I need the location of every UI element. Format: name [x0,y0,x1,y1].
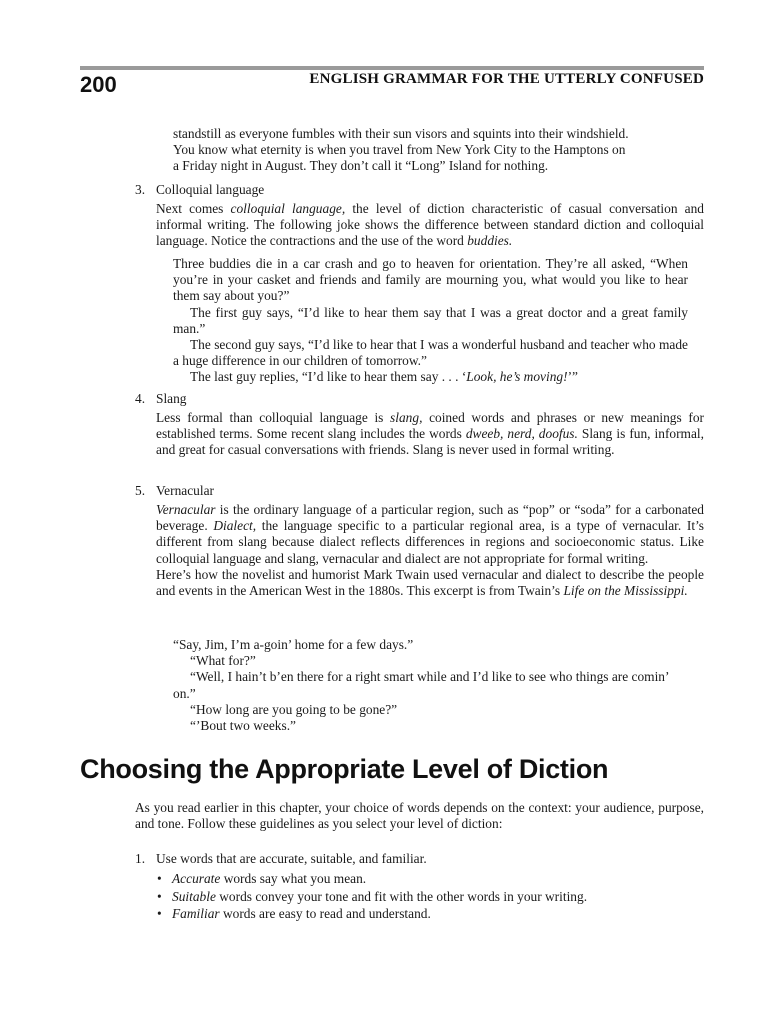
emphasis: Accurate [172,871,221,886]
item3-intro [156,201,704,250]
running-head: ENGLISH GRAMMAR FOR THE UTTERLY CONFUSED [309,71,704,87]
continued-quote [173,126,688,175]
joke-paragraph: The second guy says, “I’d like to hear that I was a wonderful husband and teacher who made a huge difference in our children of tomorrow.” [173,337,688,369]
section-heading: Choosing the Appropriate Level of Diction [80,754,609,784]
quote-line: “Well, I hain’t b’en there for a right smart while and I’d like to see who things are comin’ on.” [173,669,669,701]
text: is the ordinary language of a particular region, such as “pop” or “soda” for a carbonated beverage. [156,502,704,534]
joke-paragraph [173,369,688,385]
emphasis: Suitable [172,888,216,904]
item5-text [156,502,704,599]
emphasis: dweeb, nerd, doofus. [465,426,578,442]
text: Here’s how the novelist and humorist Mark Twain used vernacular and dialect to describe the people and events in the American West in the 1880s. This excerpt is from Twain’s [156,566,704,599]
quote-line: You know what eternity is when you travel from New York City to the Hamptons on [173,142,626,158]
item-title: Colloquial language [156,182,265,197]
twain-quote [173,637,688,734]
emphasis: Life on the Mississippi. [563,583,688,599]
text: words are easy to read and understand. [219,906,431,921]
quote-line: standstill as everyone fumbles with their sun visors and squints into their windshield. [173,126,629,141]
emphasis: slang, [390,410,423,425]
item-number: 1. [135,851,146,866]
item-number: 3. [135,182,146,197]
item-title: Vernacular [156,483,214,498]
emphasis: Dialect, [213,518,257,534]
text: the language specific to a particular regional area, is a type of vernacular. It’s different from slang because dialect reflects differences in regions and socioeconomic status. Like colloquial language and slang, vernacular and dialect are not appropriate for formal writing. [156,518,705,566]
item4-text [156,410,704,459]
joke-quote [173,256,688,386]
section-intro: As you read earlier in this chapter, your choice of words depends on the context: your audience, purpose, and tone. Follow these guidelines as you select your level of diction: [135,800,704,832]
text: words say what you mean. [220,871,367,886]
text: Slang is fun, informal, and great for casual conversations with friends. Slang is never used in formal writing. [156,426,704,458]
bullet-item [155,870,695,888]
emphasis: Vernacular [156,502,216,517]
item-number: 5. [135,483,146,498]
text: Less formal than colloquial language is [156,410,391,425]
bullet-item [155,888,695,906]
text: The last guy replies, “I’d like to hear them say . . . ‘ [190,369,467,385]
text: the level of diction characteristic of casual conversation and informal writing. The following joke shows the difference between standard diction and colloquial language. Notice the contractions and the use of the word [156,201,704,249]
text: coined words and phrases or new meanings for established terms. Some recent slang includes the words [156,410,704,442]
item-text: Use words that are accurate, suitable, and familiar. [156,851,427,866]
emphasis: Look, he’s moving! [466,369,568,385]
text: words convey your tone and fit with the other words in your writing. [215,888,588,904]
quote-line: “How long are you going to be gone?” [190,701,398,717]
quote-line: “Say, Jim, I’m a-goin’ home for a few days.” [173,637,414,652]
item-title: Slang [156,391,187,406]
item-number: 4. [135,391,146,406]
text: ’” [567,369,578,385]
quote-line: “What for?” [190,653,256,669]
page-number: 200 [80,72,117,97]
joke-paragraph: Three buddies die in a car crash and go to heaven for orientation. They’re all asked, “When you’re in your casket and friends and family are mourning you, what would you like to hear them say about you?” [173,256,688,304]
text: Next comes [156,201,231,216]
bullet-list [155,870,695,923]
quote-line: a Friday night in August. They don’t call it “Long” Island for nothing. [173,158,549,174]
emphasis: colloquial language, [230,201,346,216]
emphasis: buddies. [467,233,513,249]
joke-paragraph: The first guy says, “I’d like to hear them say that I was a great doctor and a great family man.” [173,304,688,336]
bullet-item [155,905,695,923]
quote-line: “’Bout two weeks.” [190,718,296,734]
emphasis: Familiar [172,906,220,921]
header-rule [80,66,704,70]
